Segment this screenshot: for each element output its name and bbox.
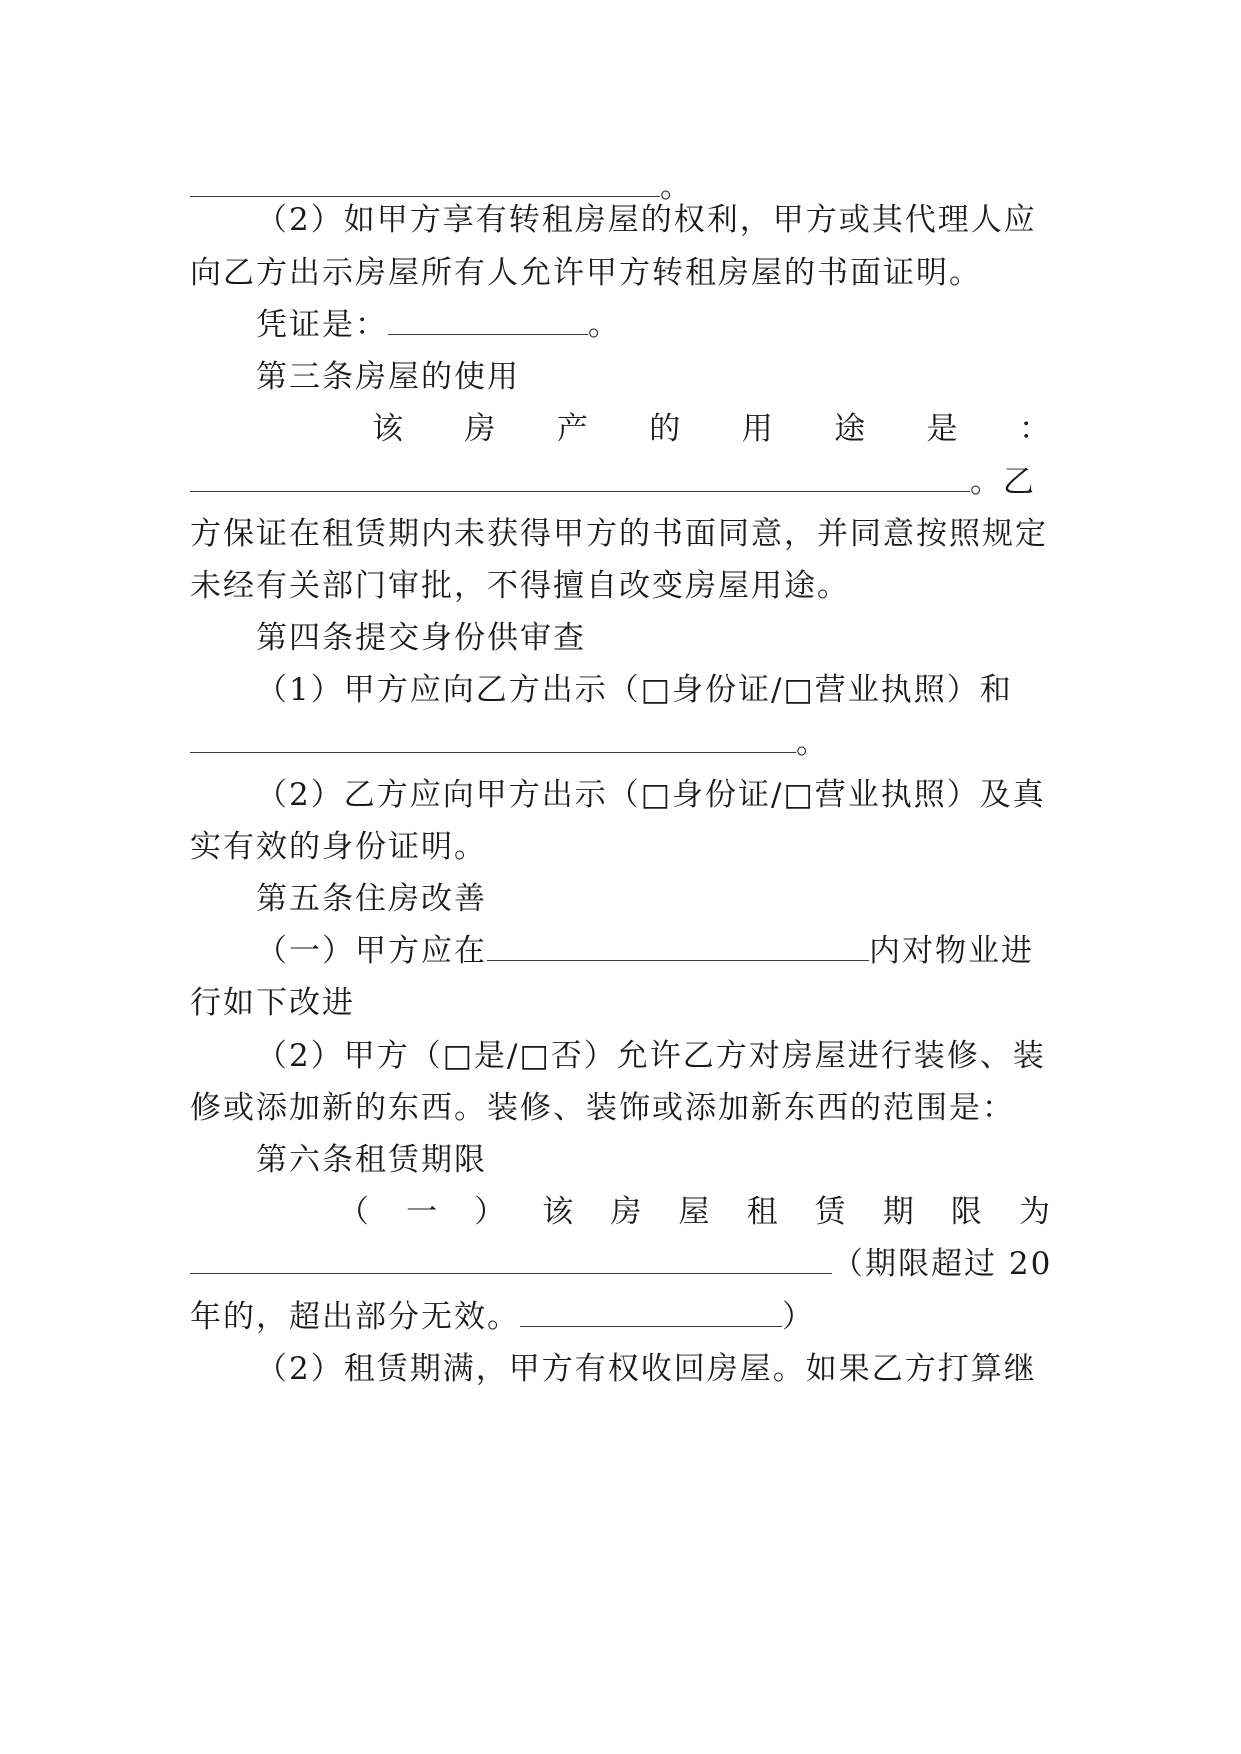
improvement-period-blank[interactable] [487, 926, 869, 961]
line-16-pre: （一）甲方应在 [256, 933, 487, 969]
l06-char: 用 [741, 411, 773, 447]
line-02: （2）如甲方享有转租房屋的权利，甲方或其代理人应 [256, 202, 1037, 238]
l21-char: 租 [746, 1194, 778, 1230]
l21-char: 该 [542, 1194, 574, 1230]
line-08: 方保证在租赁期内未获得甲方的书面同意，并同意按照规定 [190, 516, 1048, 552]
l06-char: 的 [649, 411, 681, 447]
line-07-end: 。乙 [970, 464, 1036, 500]
line-07 [190, 453, 1050, 511]
l21-char: 赁 [814, 1194, 846, 1230]
l06-char: 该 [372, 411, 403, 447]
line-17: 行如下改进 [190, 985, 355, 1021]
line-04 [256, 296, 1050, 354]
usage-blank[interactable] [190, 457, 970, 492]
usage-line [372, 400, 1050, 458]
line-11: （1）甲方应向乙方出示（□身份证/□营业执照）和 [256, 672, 1013, 708]
l21-char: 房 [610, 1194, 642, 1230]
l06-char: 途 [834, 411, 866, 447]
l21-char: 一 [406, 1194, 438, 1230]
line-22 [190, 1235, 1053, 1293]
l21-char: 屋 [678, 1194, 710, 1230]
line-18: （2）甲方（□是/□否）允许乙方对房屋进行装修、装 [256, 1038, 1046, 1074]
line-24: （2）租赁期满，甲方有权收回房屋。如果乙方打算继 [256, 1351, 1037, 1387]
line-22-end: （期限超过 20 [832, 1246, 1053, 1282]
line-12-end: 。 [796, 725, 829, 761]
line-13: （2）乙方应向甲方出示（□身份证/□营业执照）及真 [256, 777, 1046, 813]
l21-char: 限 [950, 1194, 982, 1230]
line-16 [256, 922, 1050, 980]
l06-char: 房 [464, 411, 496, 447]
line-03: 向乙方出示房屋所有人允许甲方转租房屋的书面证明。 [190, 255, 982, 291]
article-4-heading: 第四条提交身份供审查 [256, 620, 586, 656]
lease-term-line [338, 1183, 1050, 1241]
l21-char: ） [474, 1194, 506, 1230]
line-16-post: 内对物业进 [869, 933, 1034, 969]
l21-char: （ [338, 1194, 369, 1230]
l06-char: ： [1018, 411, 1050, 447]
article-5-heading: 第五条住房改善 [256, 881, 487, 917]
article-3-heading: 第三条房屋的使用 [256, 359, 520, 395]
line-14: 实有效的身份证明。 [190, 829, 487, 865]
line-23-post: ） [782, 1299, 815, 1335]
line-12 [190, 714, 1050, 772]
l06-char: 产 [556, 411, 588, 447]
line-04-end: 。 [588, 307, 621, 343]
lease-term-blank[interactable] [190, 1239, 832, 1274]
voucher-blank[interactable] [388, 300, 588, 335]
line-23 [190, 1288, 1050, 1346]
voucher-label: 凭证是： [256, 307, 388, 343]
l21-char: 期 [882, 1194, 914, 1230]
id-blank[interactable] [190, 718, 796, 753]
l06-char: 是 [926, 411, 958, 447]
line-01-end: 。 [660, 169, 693, 205]
line-19: 修或添加新的东西。装修、装饰或添加新东西的范围是： [190, 1090, 1015, 1126]
line-23-pre: 年的，超出部分无效。 [190, 1299, 520, 1335]
l21-char: 为 [1018, 1194, 1050, 1230]
line-09: 未经有关部门审批，不得擅自改变房屋用途。 [190, 568, 850, 604]
lease-note-blank[interactable] [520, 1292, 782, 1327]
article-6-heading: 第六条租赁期限 [256, 1142, 487, 1178]
